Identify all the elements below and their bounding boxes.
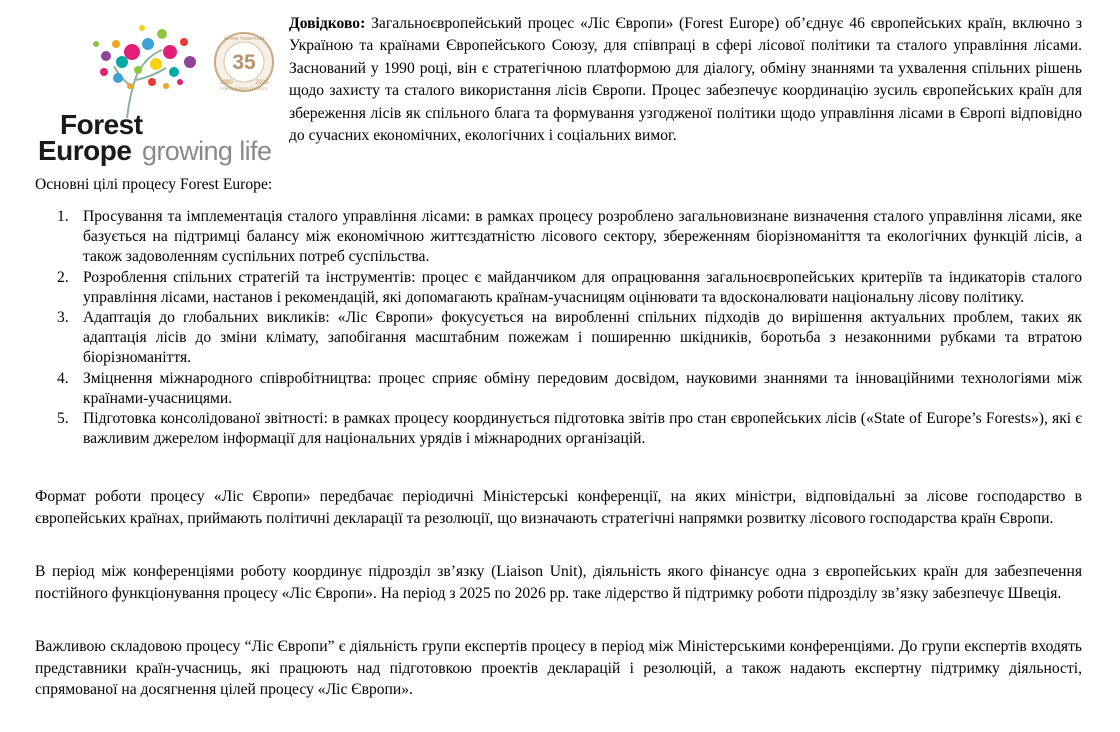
badge-year-start: 1990 (219, 80, 233, 86)
dot (113, 73, 123, 83)
intro-label: Довідково: (289, 15, 366, 32)
goal-item (40, 268, 1082, 308)
goal-number: 1. (57, 208, 69, 225)
goal-item (40, 409, 1082, 449)
dot (163, 83, 169, 89)
dot (180, 38, 188, 46)
dot (112, 40, 120, 48)
brand-tagline: growing life (142, 136, 272, 166)
dot (127, 83, 133, 89)
forest-europe-logo (34, 22, 278, 166)
dot (169, 67, 179, 77)
goal-number: 2. (57, 268, 69, 286)
intro-paragraph (289, 13, 1082, 147)
brand-line-1: Forest (60, 109, 143, 140)
forest-europe-logo-graphic (34, 22, 278, 166)
dot (101, 51, 111, 61)
goal-text: Розроблення спільних стратегій та інструментів: процес є майданчиком для опрацювання загальноєвропейських критеріїв та індикаторів сталого управління лісами, настанов і рекомендацій, які допомагають країнам-учасницям оцінювати та вдосконалювати національну лісову політику. (83, 268, 1082, 306)
anniversary-badge (215, 33, 273, 91)
dot (148, 78, 156, 86)
paragraph-expert-group: Важливою складовою процесу “Ліс Європи” є діяльність групи експертів процесу в період між Міністерськими конференціями. До групи експертів входять представники країн-учасниць, які працюють над підготовкою проектів декларацій і резолюцій, а також надають експертну підтримку діяльності, спрямованої на досягнення цілей процесу «Ліс Європи». (35, 638, 1082, 699)
dot (142, 38, 154, 50)
goals-list (40, 207, 1082, 449)
tree-canopy-dots (93, 25, 196, 89)
dot (116, 56, 128, 68)
dot (134, 66, 142, 74)
dot (163, 45, 177, 59)
dot (150, 58, 162, 70)
dot (184, 56, 196, 68)
badge-number: 35 (232, 51, 256, 74)
brand-line-2: Europe (38, 135, 132, 166)
goal-text: Просування та імплементація сталого управління лісами: в рамках процесу розроблено загальновизнане визначення сталого управління лісами, яке базується на підтримці балансу між економічною життєздатністю лісового сектору, збереженням біорізноманіття та екологічних функцій лісів, а також задоволенням суспільних потреб суспільства. (83, 208, 1082, 266)
goal-item (40, 369, 1082, 409)
goal-text: Адаптація до глобальних викликів: «Ліс Європи» фокусується на виробленні спільних підходів до вирішення актуальних проблем, таких як адаптація лісів до зміни клімату, запобігання масштабним пожежам і поширенню шкідників, боротьба з незаконними рубками та втратою біорізноманіття. (83, 309, 1082, 367)
paragraph-liaison-unit: В період між конференціями роботу координує підрозділ зв’язку (Liaison Unit), діяльність якого фінансує одна з європейських країн для забезпечення постійного функціонування процесу «Ліс Європи». На період з 2025 по 2026 рр. таке лідерство й підтримку роботи підрозділу зв’язку забезпечує Швеція. (35, 563, 1082, 602)
goal-item (40, 207, 1082, 268)
goals-heading: Основні цілі процесу Forest Europe: (35, 176, 273, 193)
dot (124, 44, 140, 60)
dot (93, 41, 99, 47)
dot (157, 29, 167, 39)
goal-text: Зміцнення міжнародного співробітництва: процес сприяє обміну передовим досвідом, науковими знаннями та інноваційними технологіями між країнами-учасницями. (83, 369, 1082, 407)
intro-text: Загальноєвропейський процес «Ліс Європи» (Forest Europe) об’єднує 46 європейських країн, включно з Україною та країнами Європейського Союзу, для співпраці в сфері лісової політики та сталого управління лісами. Заснований у 1990 році, він є стратегічною платформою для діалогу, обміну знаннями та ухвалення спільних рішень щодо захисту та сталого використання лісів Європи. Процес забезпечує координацію зусиль європейських країн для збереження лісів як спільного блага та формування узгодженої політики щодо управління лісами в Європі відповідно до сучасних економічних, екологічних і соціальних вимог. (289, 15, 1082, 145)
goal-number: 5. (57, 410, 69, 428)
badge-arc-bottom: FOR EUROPE'S FORESTS (220, 87, 268, 91)
goal-item (40, 308, 1082, 369)
dot (177, 79, 183, 85)
goal-number: 4. (57, 369, 69, 387)
dot (100, 68, 108, 76)
goal-text: Підготовка консолідованої звітності: в рамках процесу координується підготовка звітів про стан європейських лісів («State of Europe’s Forests»), які є важливим джерелом інформації для національних урядів і міжнародних організацій. (83, 410, 1082, 448)
paragraph-ministerial-conferences: Формат роботи процесу «Ліс Європи» передбачає періодичні Міністерські конференції, на яких міністри, відповідальні за лісове господарство в європейських країнах, приймають політичні декларації та резолюції, що визначають стратегічні напрямки розвитку лісового господарства країн Європи. (35, 488, 1082, 527)
dot (139, 25, 145, 31)
badge-arc-top: YEARS TOGETHER (223, 36, 265, 41)
goal-number: 3. (57, 309, 69, 327)
badge-year-end: 2025 (255, 80, 269, 86)
